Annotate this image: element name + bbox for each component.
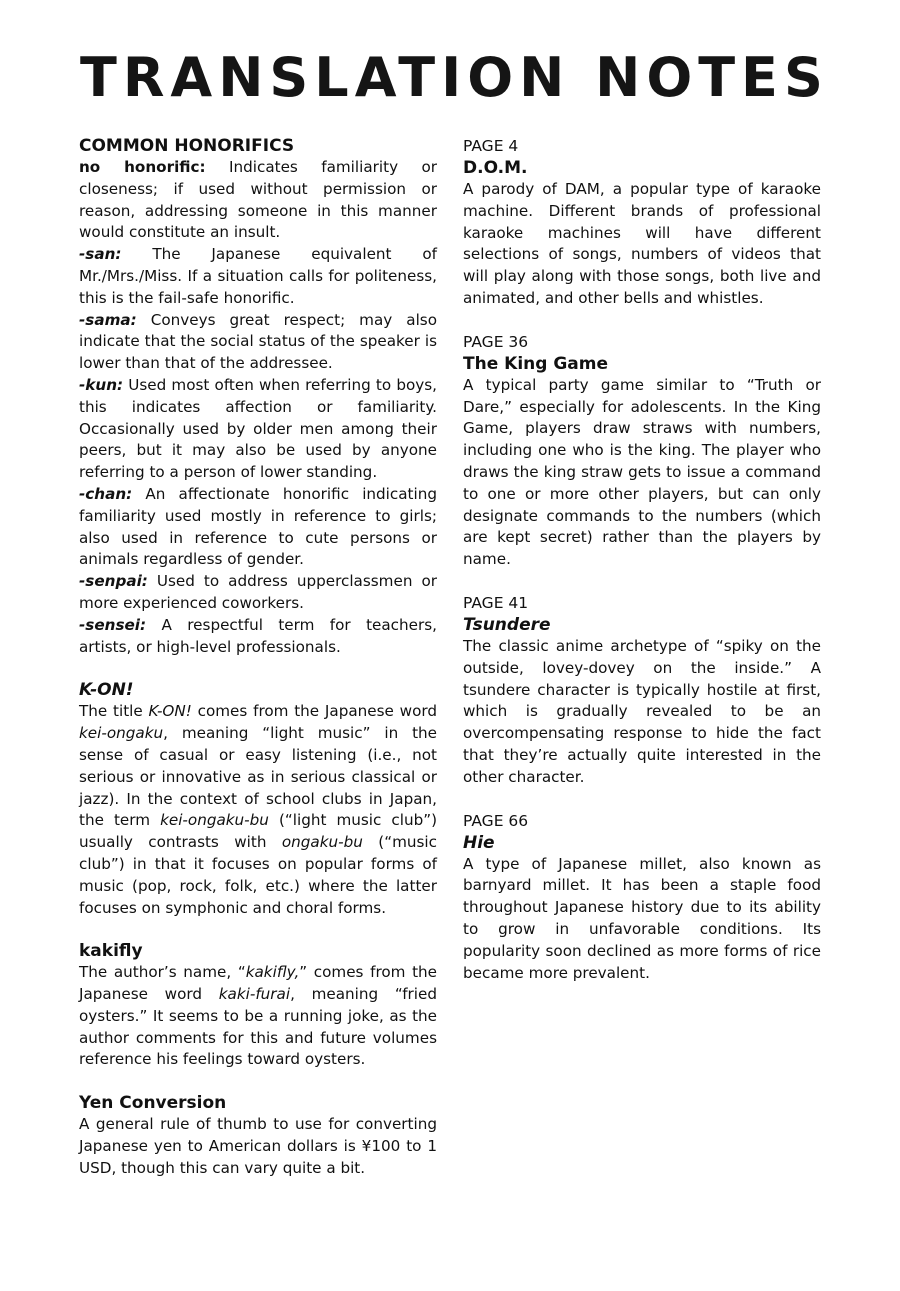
right-column — [463, 135, 821, 984]
italic-run: kaki-furai — [218, 985, 291, 1004]
note-heading: The King Game — [463, 353, 609, 374]
italic-run: kei-ongaku — [79, 724, 164, 743]
note-heading: Hie — [463, 832, 495, 853]
honorific-text: An affectionate honorific indicating familiarity used mostly in reference to girls; also used in reference to cute persons or animals regardless of gender. — [79, 484, 437, 569]
note-body: A type of Japanese millet, also known as barnyard millet. It has been a staple food throughout Japanese history due to its ability to grow in unfavorable conditions. Its popularity soon declined as more forms of rice became more prevalent. — [463, 854, 821, 982]
honorific-entry — [79, 157, 437, 244]
honorific-entry — [79, 615, 437, 659]
text-run: The title — [79, 702, 149, 721]
honorific-entry — [79, 310, 437, 375]
yen-heading: Yen Conversion — [79, 1093, 227, 1114]
italic-run: ongaku-bu — [281, 833, 363, 852]
page-number: PAGE 66 — [463, 811, 529, 830]
honorific-entry — [79, 484, 437, 571]
honorifics-heading: COMMON HONORIFICS — [79, 136, 295, 156]
page-title: TRANSLATION NOTES — [80, 46, 829, 109]
note-heading: D.O.M. — [463, 158, 528, 178]
page-number: PAGE 36 — [463, 332, 529, 351]
honorific-term: -chan: — [79, 484, 133, 503]
note-body: A parody of DAM, a popular type of karaoke machine. Different brands of professional karaoke machines will have different selections of songs, numbers of videos that will play along with those songs, both live and animated, and other bells and whistles. — [463, 180, 821, 307]
yen-body: A general rule of thumb to use for converting Japanese yen to American dollars is ¥100 to 1 USD, though this can vary quite a bit. — [79, 1115, 437, 1177]
honorific-entry — [79, 375, 437, 484]
kakifly-body — [79, 962, 437, 1071]
honorific-text: Indicates familiarity or closeness; if used without permission or reason, addressing someone in this manner would constitute an insult. — [79, 158, 437, 242]
text-run: ” comes from the Japanese word — [79, 963, 437, 1004]
text-run: The author’s name, “ — [79, 963, 246, 982]
text-run: (“light music club”) usually contrasts with — [79, 811, 438, 852]
text-run: comes from the Japanese word — [191, 702, 437, 721]
kakifly-heading: kakifly — [79, 941, 143, 962]
italic-run: K-ON! — [148, 702, 192, 721]
text-run: (“music club”) in that it focuses on popular forms of music (pop, rock, folk, etc.) where the latter focuses on symphonic and choral forms. — [79, 833, 437, 917]
honorific-term: no honorific: — [79, 158, 206, 176]
kon-heading: K-ON! — [79, 680, 134, 701]
honorific-entry — [79, 571, 437, 615]
honorific-text: A respectful term for teachers, artists, or high-level professionals. — [79, 615, 437, 656]
note-heading: Tsundere — [463, 614, 551, 635]
kon-body — [79, 701, 437, 919]
italic-run: kei-ongaku-bu — [160, 811, 269, 830]
note-body: A typical party game similar to “Truth or Dare,” especially for adolescents. In the King Game, players draw straws with numbers, including one who is the king. The player who draws the king straw gets to issue a command to one or more other players, but can only designate commands to the numbers (which are kept secret) rather than the players by name. — [463, 375, 821, 569]
honorific-term: -sama: — [79, 310, 137, 329]
note-body: The classic anime archetype of “spiky on the outside, lovey-dovey on the inside.” A tsundere character is typically hostile at first, which is gradually revealed to be an overcompensating response to hide the fact that they’re actually quite interested in the other character. — [463, 636, 821, 786]
honorific-term: -sensei: — [79, 615, 147, 634]
page-number: PAGE 4 — [463, 137, 519, 155]
honorific-text: Used to address upperclassmen or more experienced coworkers. — [79, 572, 437, 612]
honorific-text: Used most often when referring to boys, this indicates affection or familiarity. Occasionally used by older men among their peers, but it may also be used by anyone referring to a person of lower standing. — [79, 375, 437, 482]
honorific-text: Conveys great respect; may also indicate that the social status of the speaker is lower than that of the addressee. — [79, 310, 437, 373]
italic-run: kakifly, — [245, 963, 300, 982]
left-column — [79, 135, 437, 1180]
honorific-term: -senpai: — [79, 572, 148, 591]
page-number: PAGE 41 — [463, 593, 529, 612]
honorific-text: The Japanese equivalent of Mr./Mrs./Miss. If a situation calls for politeness, this is the fail-safe honorific. — [79, 245, 437, 307]
honorific-term: -kun: — [79, 375, 124, 394]
honorific-entry — [79, 244, 437, 309]
text-run: , meaning “fried oysters.” It seems to be a running joke, as the author comments for this and future volumes reference his feelings toward oysters. — [79, 985, 437, 1069]
text-run: , meaning “light music” in the sense of casual or easy listening (i.e., not serious or innovative as in serious classical or jazz). In the context of school clubs in Japan, the term — [79, 724, 437, 830]
honorific-term: -san: — [79, 245, 122, 264]
